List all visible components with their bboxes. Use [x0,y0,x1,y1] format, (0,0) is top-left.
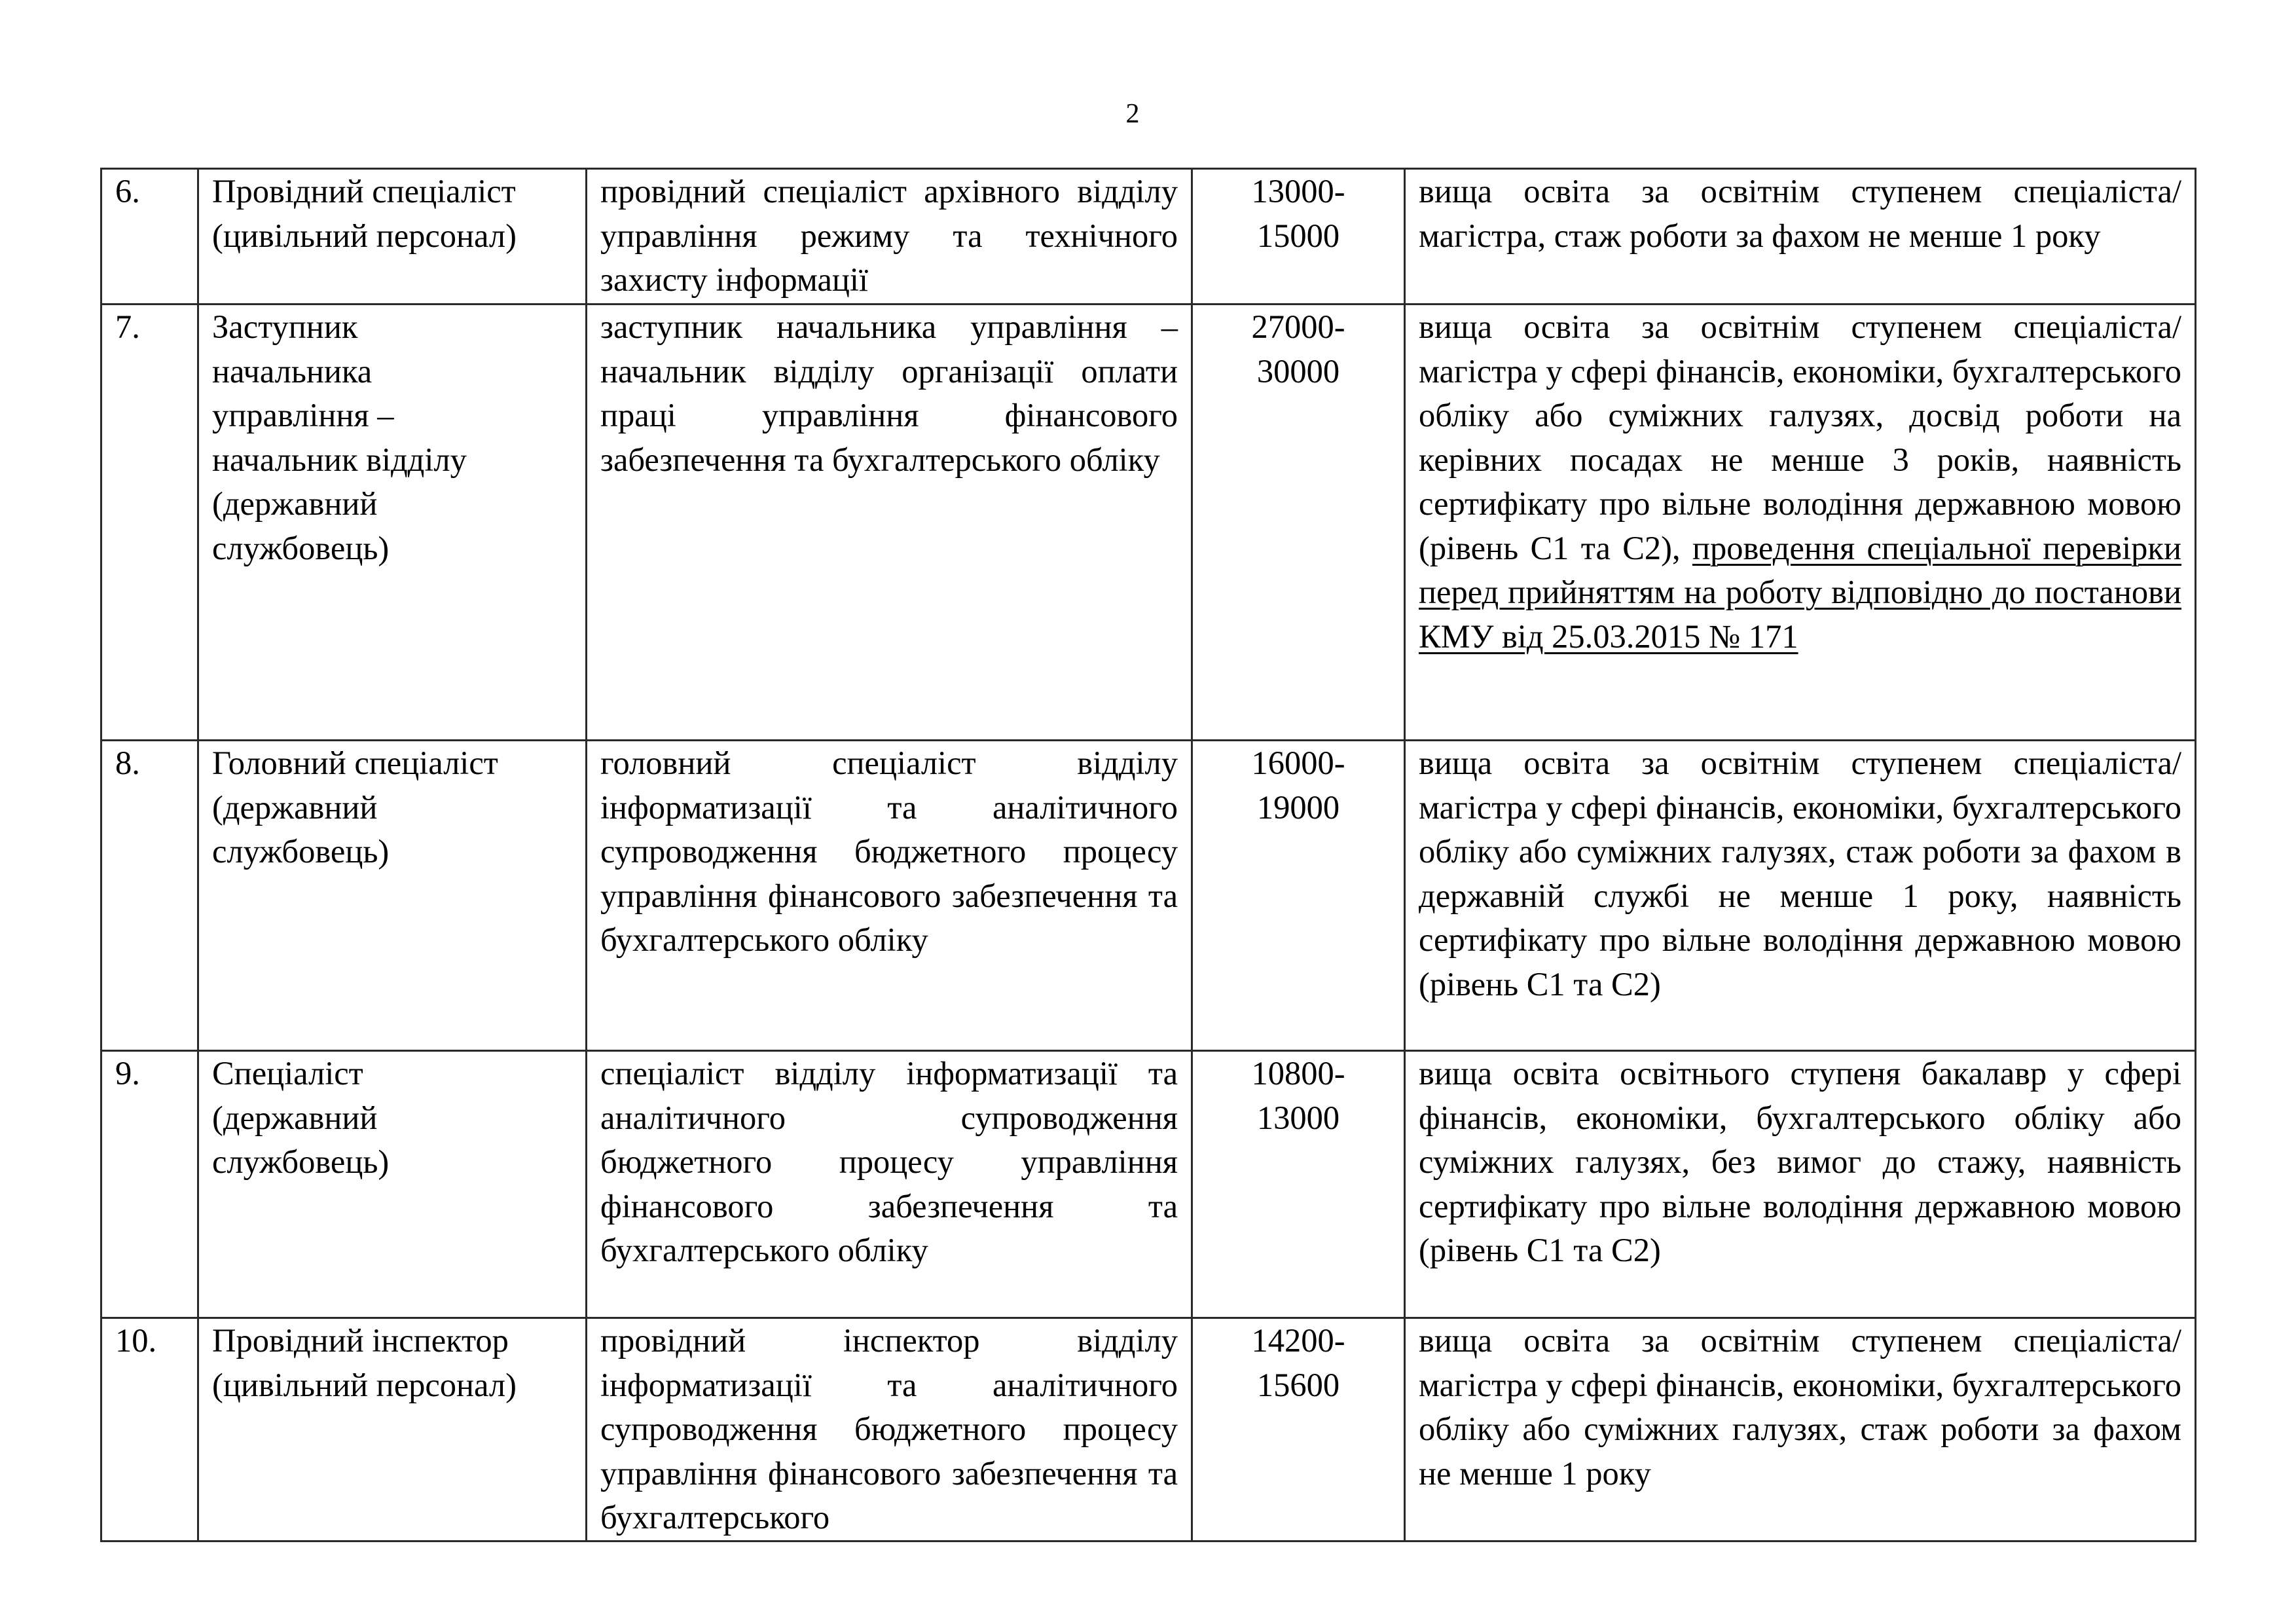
page-number: 2 [1125,99,1140,129]
position-description: провідний спеціаліст архівного відділу управління режиму та технічного захисту інформації [587,169,1192,304]
salary-range: 16000- 19000 [1192,741,1405,1051]
table-row [101,1051,2196,1318]
row-number: 9. [101,1051,198,1318]
requirements: вища освіта за освітнім ступенем спеціаліста/магістра, стаж роботи за фахом не менше 1 року [1405,169,2196,304]
positions-table [100,168,2196,1542]
table-row [101,741,2196,1051]
requirements: вища освіта за освітнім ступенем спеціаліста/магістра у сфері фінансів, економіки, бухгалтерського обліку або суміжних галузях, стаж роботи за фахом в державній службі не менше 1 року, наявність сертифікату про вільне володіння державною мовою (рівень С1 та С2) [1405,741,2196,1051]
position-title: Головний спеціаліст (державний службовець) [198,741,587,1051]
table-row [101,169,2196,304]
position-title: Заступник начальника управління – начальник відділу (державний службовець) [198,304,587,741]
requirements-underlined: проведення спеціальної перевірки перед прийняттям на роботу відповідно до постанови КМУ від 25.03.2015 № 171 [1419,529,2181,655]
salary-range: 13000- 15000 [1192,169,1405,304]
position-description: заступник начальника управління – начальник відділу організації оплати праці управління фінансового забезпечення та бухгалтерського обліку [587,304,1192,741]
requirements: вища освіта за освітнім ступенем спеціаліста/магістра у сфері фінансів, економіки, бухгалтерського обліку або суміжних галузях, досвід роботи на керівних посадах не менше 3 років, наявність сертифікату про вільне володіння державною мовою (рівень С1 та С2), проведення спеціальної перевірки перед прийняттям на роботу відповідно до постанови КМУ від 25.03.2015 № 171 [1405,304,2196,741]
position-description: спеціаліст відділу інформатизації та аналітичного супроводження бюджетного процесу управління фінансового забезпечення та бухгалтерського обліку [587,1051,1192,1318]
requirements: вища освіта освітнього ступеня бакалавр у сфері фінансів, економіки, бухгалтерського обліку або суміжних галузях, без вимог до стажу, наявність сертифікату про вільне володіння державною мовою (рівень С1 та С2) [1405,1051,2196,1318]
position-title: Провідний інспектор (цивільний персонал) [198,1318,587,1541]
row-number: 6. [101,169,198,304]
requirements: вища освіта за освітнім ступенем спеціаліста/магістра у сфері фінансів, економіки, бухгалтерського обліку або суміжних галузях, стаж роботи за фахом не менше 1 року [1405,1318,2196,1541]
table-row [101,304,2196,741]
row-number: 10. [101,1318,198,1541]
salary-range: 14200- 15600 [1192,1318,1405,1541]
position-description: провідний інспектор відділу інформатизації та аналітичного супроводження бюджетного процесу управління фінансового забезпечення та бухгалтерського [587,1318,1192,1541]
salary-range: 10800- 13000 [1192,1051,1405,1318]
salary-range: 27000- 30000 [1192,304,1405,741]
row-number: 8. [101,741,198,1051]
table-row [101,1318,2196,1541]
position-title: Спеціаліст (державний службовець) [198,1051,587,1318]
row-number: 7. [101,304,198,741]
position-title: Провідний спеціаліст (цивільний персонал) [198,169,587,304]
position-description: головний спеціаліст відділу інформатизації та аналітичного супроводження бюджетного процесу управління фінансового забезпечення та бухгалтерського обліку [587,741,1192,1051]
